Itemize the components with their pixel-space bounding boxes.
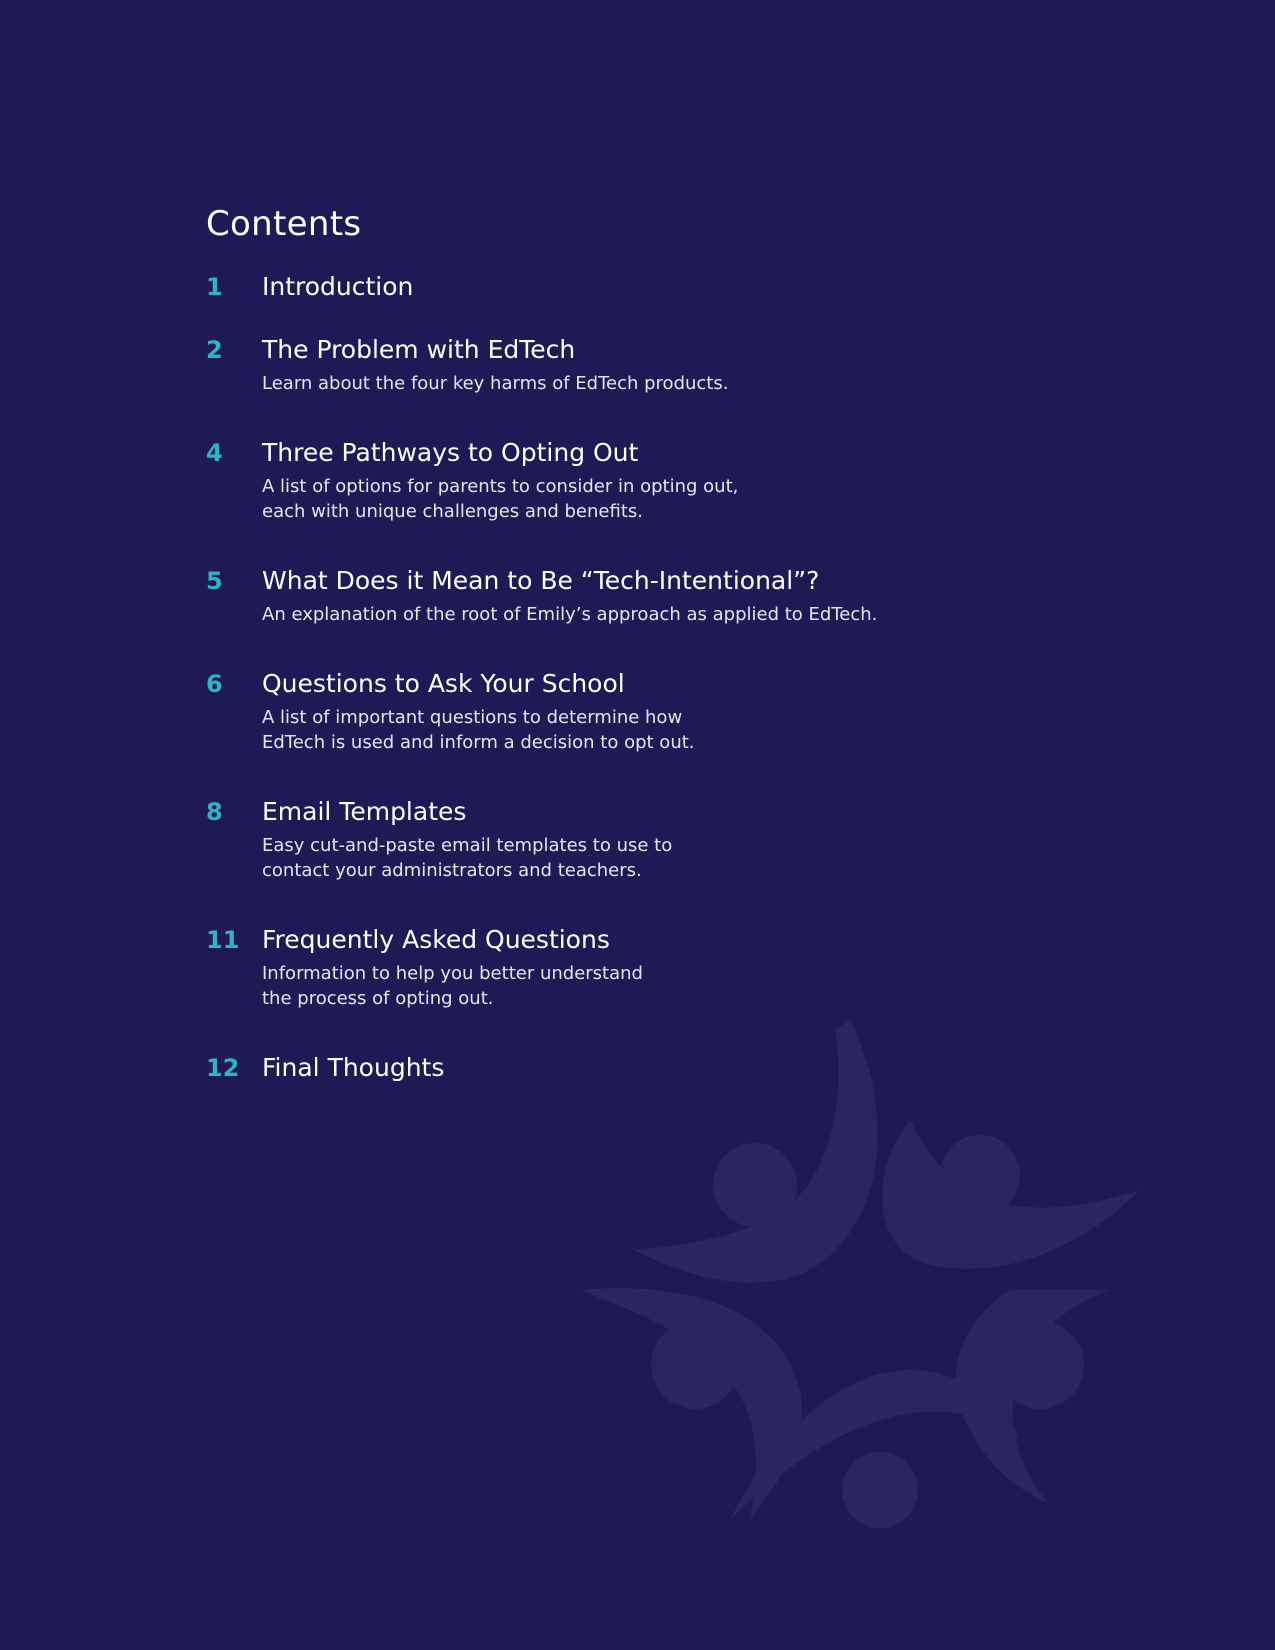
toc-description-line: Easy cut-and-paste email templates to use to (262, 835, 673, 856)
toc-heading: Questions to Ask Your School (262, 669, 625, 698)
toc-page-number: 11 (206, 926, 240, 954)
toc-description (262, 602, 1006, 627)
toc-page-number: 4 (206, 439, 223, 467)
toc-heading: Three Pathways to Opting Out (262, 438, 639, 467)
contents-title: Contents (206, 204, 362, 244)
toc-entry-faq[interactable] (206, 921, 1006, 1011)
toc-description-line: Learn about the four key harms of EdTech products. (262, 373, 729, 394)
toc-description-line: A list of important questions to determine how (262, 707, 683, 728)
toc-page-number: 2 (206, 336, 223, 364)
toc-page-number: 12 (206, 1054, 240, 1082)
toc-heading: Introduction (262, 272, 414, 301)
toc-heading: Frequently Asked Questions (262, 925, 610, 954)
toc-description (262, 474, 1006, 524)
toc-page-number: 8 (206, 798, 223, 826)
toc-description-line: EdTech is used and inform a decision to opt out. (262, 732, 695, 753)
toc-description (262, 705, 1006, 755)
toc-page-number: 6 (206, 670, 223, 698)
toc-heading: Final Thoughts (262, 1053, 445, 1082)
toc-description-line: the process of opting out. (262, 988, 494, 1009)
toc-entry-problem-with-edtech[interactable] (206, 331, 1006, 396)
toc-entry-final-thoughts[interactable] (206, 1049, 1006, 1087)
toc-entry-tech-intentional[interactable] (206, 562, 1006, 627)
toc-heading: The Problem with EdTech (262, 335, 576, 364)
toc-description-line: each with unique challenges and benefits. (262, 501, 643, 522)
people-circle-logo-watermark (580, 1000, 1200, 1600)
toc-page-number: 5 (206, 567, 223, 595)
toc-description (262, 961, 1006, 1011)
toc-entry-introduction[interactable] (206, 268, 1006, 306)
table-of-contents (206, 204, 1006, 1087)
toc-entry-three-pathways[interactable] (206, 434, 1006, 524)
toc-heading: Email Templates (262, 797, 467, 826)
toc-description-line: contact your administrators and teachers. (262, 860, 642, 881)
toc-heading: What Does it Mean to Be “Tech-Intentional”? (262, 566, 820, 595)
toc-description-line: An explanation of the root of Emily’s approach as applied to EdTech. (262, 604, 878, 625)
toc-description (262, 833, 1006, 883)
toc-description-line: Information to help you better understand (262, 963, 643, 984)
toc-description-line: A list of options for parents to consider in opting out, (262, 476, 739, 497)
toc-description (262, 371, 1006, 396)
toc-entry-questions-to-ask[interactable] (206, 665, 1006, 755)
toc-entry-email-templates[interactable] (206, 793, 1006, 883)
toc-page-number: 1 (206, 273, 223, 301)
